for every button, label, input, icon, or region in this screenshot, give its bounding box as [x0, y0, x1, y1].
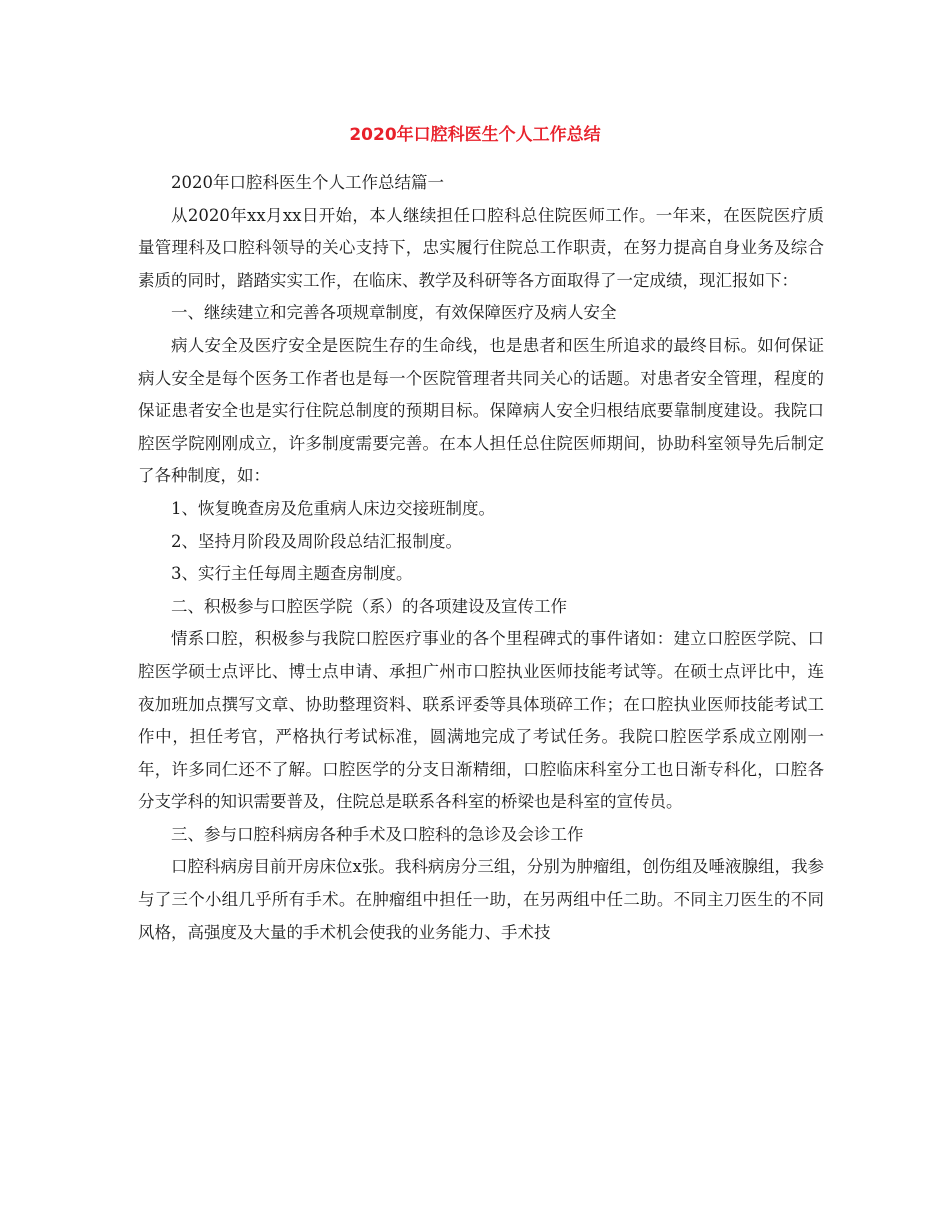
paragraph-surgery: 口腔科病房目前开房床位x张。我科病房分三组，分别为肿瘤组，创伤组及唾液腺组，我参与了三个小组几乎所有手术。在肿瘤组中担任一助，在另两组中任二助。不同主刀医生的不同风格，高强度及大量的手术机会使我的业务能力、手术技 [138, 857, 824, 942]
paragraph-construction: 情系口腔，积极参与我院口腔医疗事业的各个里程碑式的事件诸如：建立口腔医学院、口腔医学硕士点评比、博士点申请、承担广州市口腔执业医师技能考试等。在硕士点评比中，连夜加班加点撰写文章、协助整理资料、联系评委等具体琐碎工作；在口腔执业医师技能考试工作中，担任考官，严格执行考试标准，圆满地完成了考试任务。我院口腔医学系成立刚刚一年，许多同仁还不了解。口腔医学的分支日渐精细，口腔临床科室分工也日渐专科化，口腔各分支学科的知识需要普及，住院总是联系各科室的桥梁也是科室的宣传员。 [138, 629, 824, 812]
list-item-3: 3、实行主任每周主题查房制度。 [171, 564, 413, 584]
list-item-1: 1、恢复晚查房及危重病人床边交接班制度。 [171, 498, 495, 518]
list-item-2: 2、坚持月阶段及周阶段总结汇报制度。 [171, 531, 462, 551]
section-heading-1: 一、继续建立和完善各项规章制度，有效保障医疗及病人安全 [171, 303, 617, 323]
section-heading-3: 三、参与口腔科病房各种手术及口腔科的急诊及会诊工作 [171, 824, 584, 844]
paragraph-intro: 从2020年xx月xx日开始，本人继续担任口腔科总住院医师工作。一年来，在医院医疗质量管理科及口腔科领导的关心支持下，忠实履行住院总工作职责，在努力提高自身业务及综合素质的同时，踏踏实实工作，在临床、教学及科研等各方面取得了一定成绩，现汇报如下： [138, 205, 824, 290]
document-body [138, 167, 824, 949]
section-heading-2: 二、积极参与口腔医学院（系）的各项建设及宣传工作 [171, 596, 567, 616]
document-title: 2020年口腔科医生个人工作总结 [349, 125, 601, 145]
section-heading-intro: 2020年口腔科医生个人工作总结篇一 [171, 173, 444, 192]
paragraph-patient-safety: 病人安全及医疗安全是医院生存的生命线，也是患者和医生所追求的最终目标。如何保证病人安全是每个医务工作者也是每一个医院管理者共同关心的话题。对患者安全管理，程度的保证患者安全也是实行住院总制度的预期目标。保障病人安全归根结底要靠制度建设。我院口腔医学院刚刚成立，许多制度需要完善。在本人担任总住院医师期间，协助科室领导先后制定了各种制度，如： [138, 335, 824, 486]
